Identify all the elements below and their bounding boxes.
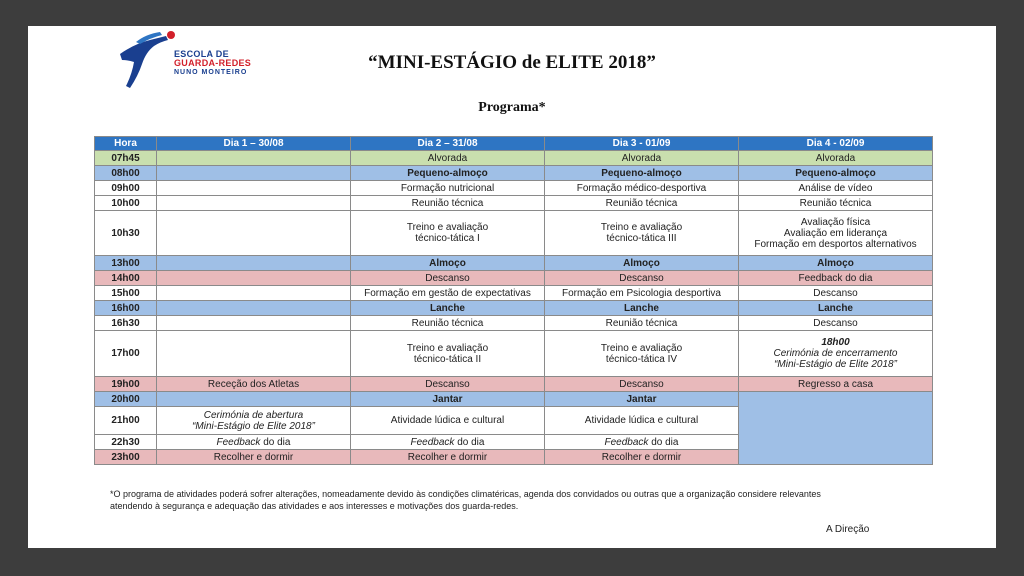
hour-cell: 08h00 [95, 166, 157, 181]
table-row [95, 181, 933, 196]
column-header: Dia 2 – 31/08 [351, 137, 545, 151]
day1-cell: Recolher e dormir [157, 450, 351, 465]
day2-cell: Reunião técnica [351, 196, 545, 211]
day3-cell: Formação médico-desportiva [545, 181, 739, 196]
hour-cell: 16h30 [95, 316, 157, 331]
column-header: Dia 3 - 01/09 [545, 137, 739, 151]
feedback-rest: do dia [454, 436, 485, 448]
table-row [95, 392, 933, 407]
table-row [95, 377, 933, 392]
day1-cell [157, 196, 351, 211]
day1-cell [157, 435, 351, 450]
column-header: Dia 4 - 02/09 [739, 137, 933, 151]
table-row [95, 196, 933, 211]
table-header-row [95, 137, 933, 151]
day4-cell: Descanso [739, 316, 933, 331]
day2-cell: Reunião técnica [351, 316, 545, 331]
day4-cell: Reunião técnica [739, 196, 933, 211]
cell-line: Avaliação física [800, 216, 871, 228]
day1-cell [157, 166, 351, 181]
day3-cell: Jantar [545, 392, 739, 407]
day4-cell: Lanche [739, 301, 933, 316]
logo-line-2: GUARDA-REDES [174, 58, 252, 68]
hour-cell: 17h00 [95, 331, 157, 377]
day4-cell: Regresso a casa [739, 377, 933, 392]
footnote-line-1: *O programa de atividades poderá sofrer alterações, nomeadamente devido às condições climatéricas, agenda dos convidados ou outras que a organização considere relevantes [110, 489, 821, 499]
day3-cell: Atividade lúdica e cultural [545, 407, 739, 435]
day2-cell: Formação em gestão de expectativas [351, 286, 545, 301]
feedback-rest: do dia [648, 436, 679, 448]
day4-cell: Alvorada [739, 151, 933, 166]
cell-line: técnico-tática III [606, 233, 677, 244]
day2-cell: Jantar [351, 392, 545, 407]
day3-cell: Almoço [545, 256, 739, 271]
day4-cell: Almoço [739, 256, 933, 271]
day3-cell: Lanche [545, 301, 739, 316]
day1-cell: Receção dos Atletas [157, 377, 351, 392]
day1-cell [157, 392, 351, 407]
feedback-rest: do dia [260, 436, 291, 448]
document-page [28, 26, 996, 548]
column-header: Hora [95, 137, 157, 151]
cell-line: Formação em desportos alternativos [754, 238, 917, 250]
day2-cell: Formação nutricional [351, 181, 545, 196]
cell-line: técnico-tática IV [605, 353, 678, 365]
table-row [95, 286, 933, 301]
feedback-word: Feedback [410, 436, 455, 448]
table-row [95, 271, 933, 286]
feedback-word: Feedback [604, 436, 649, 448]
day1-cell [157, 331, 351, 377]
cell-line: técnico-tática II [413, 353, 482, 365]
table-row [95, 316, 933, 331]
cell-line: “Mini-Estágio de Elite 2018” [774, 359, 897, 370]
day4-cell: Feedback do dia [739, 271, 933, 286]
day3-cell [545, 331, 739, 377]
day2-cell: Descanso [351, 271, 545, 286]
day1-cell [157, 407, 351, 435]
day2-cell: Recolher e dormir [351, 450, 545, 465]
hour-cell: 09h00 [95, 181, 157, 196]
day3-cell: Alvorada [545, 151, 739, 166]
cell-line: Cerimónia de abertura [203, 409, 304, 421]
footnote [110, 488, 940, 512]
cell-line: Cerimónia de encerramento [773, 348, 898, 359]
hour-cell: 21h00 [95, 407, 157, 435]
table-row [95, 301, 933, 316]
day2-cell: Alvorada [351, 151, 545, 166]
day3-cell [545, 211, 739, 256]
page-subtitle: Programa* [478, 100, 546, 115]
day4-cell: Análise de vídeo [739, 181, 933, 196]
hour-cell: 13h00 [95, 256, 157, 271]
day3-cell: Reunião técnica [545, 316, 739, 331]
hour-cell: 07h45 [95, 151, 157, 166]
day4-cell [739, 392, 933, 465]
footnote-line-2: atendendo à segurança e adequação das atividades e aos interesses e motivações dos guarda-redes. [110, 501, 519, 511]
hour-cell: 19h00 [95, 377, 157, 392]
day1-cell [157, 301, 351, 316]
day4-cell: Descanso [739, 286, 933, 301]
column-header: Dia 1 – 30/08 [157, 137, 351, 151]
logo-line-3: NUNO MONTEIRO [174, 69, 248, 76]
day2-cell: Descanso [351, 377, 545, 392]
day1-cell [157, 286, 351, 301]
day1-cell [157, 151, 351, 166]
day3-cell: Pequeno-almoço [545, 166, 739, 181]
day3-cell: Descanso [545, 377, 739, 392]
cell-line: Avaliação em liderança [783, 227, 888, 239]
day2-cell: Lanche [351, 301, 545, 316]
cell-line: técnico-tática I [415, 233, 480, 244]
day1-cell [157, 211, 351, 256]
cell-line: Treino e avaliação [600, 342, 683, 354]
hour-cell: 10h00 [95, 196, 157, 211]
day3-cell: Reunião técnica [545, 196, 739, 211]
day2-cell: Pequeno-almoço [351, 166, 545, 181]
day2-cell [351, 435, 545, 450]
day2-cell: Almoço [351, 256, 545, 271]
day1-cell [157, 256, 351, 271]
hour-cell: 16h00 [95, 301, 157, 316]
signature: A Direção [826, 524, 870, 535]
day3-cell: Recolher e dormir [545, 450, 739, 465]
schedule-table [94, 136, 933, 465]
table-row [95, 331, 933, 377]
table-row [95, 166, 933, 181]
day3-cell: Formação em Psicologia desportiva [545, 286, 739, 301]
hour-cell: 10h30 [95, 211, 157, 256]
hour-cell: 23h00 [95, 450, 157, 465]
day3-cell [545, 435, 739, 450]
day4-cell [739, 211, 933, 256]
day1-cell [157, 181, 351, 196]
page-title: “MINI-ESTÁGIO de ELITE 2018” [368, 52, 656, 73]
table-row [95, 256, 933, 271]
table-row [95, 151, 933, 166]
cell-line: Treino e avaliação [406, 342, 489, 354]
day4-cell [739, 331, 933, 377]
day1-cell [157, 316, 351, 331]
hour-cell: 15h00 [95, 286, 157, 301]
cell-line: Treino e avaliação [600, 222, 683, 233]
feedback-word: Feedback [216, 436, 261, 448]
hour-cell: 20h00 [95, 392, 157, 407]
day2-cell: Atividade lúdica e cultural [351, 407, 545, 435]
day3-cell: Descanso [545, 271, 739, 286]
hour-cell: 22h30 [95, 435, 157, 450]
hour-cell: 14h00 [95, 271, 157, 286]
cell-line: 18h00 [821, 337, 850, 348]
table-row [95, 211, 933, 256]
logo-line-1: ESCOLA DE [174, 49, 229, 59]
day2-cell [351, 211, 545, 256]
cell-line: Treino e avaliação [406, 222, 489, 233]
cell-line: “Mini-Estágio de Elite 2018” [192, 420, 315, 432]
day1-cell [157, 271, 351, 286]
day2-cell [351, 331, 545, 377]
day4-cell: Pequeno-almoço [739, 166, 933, 181]
